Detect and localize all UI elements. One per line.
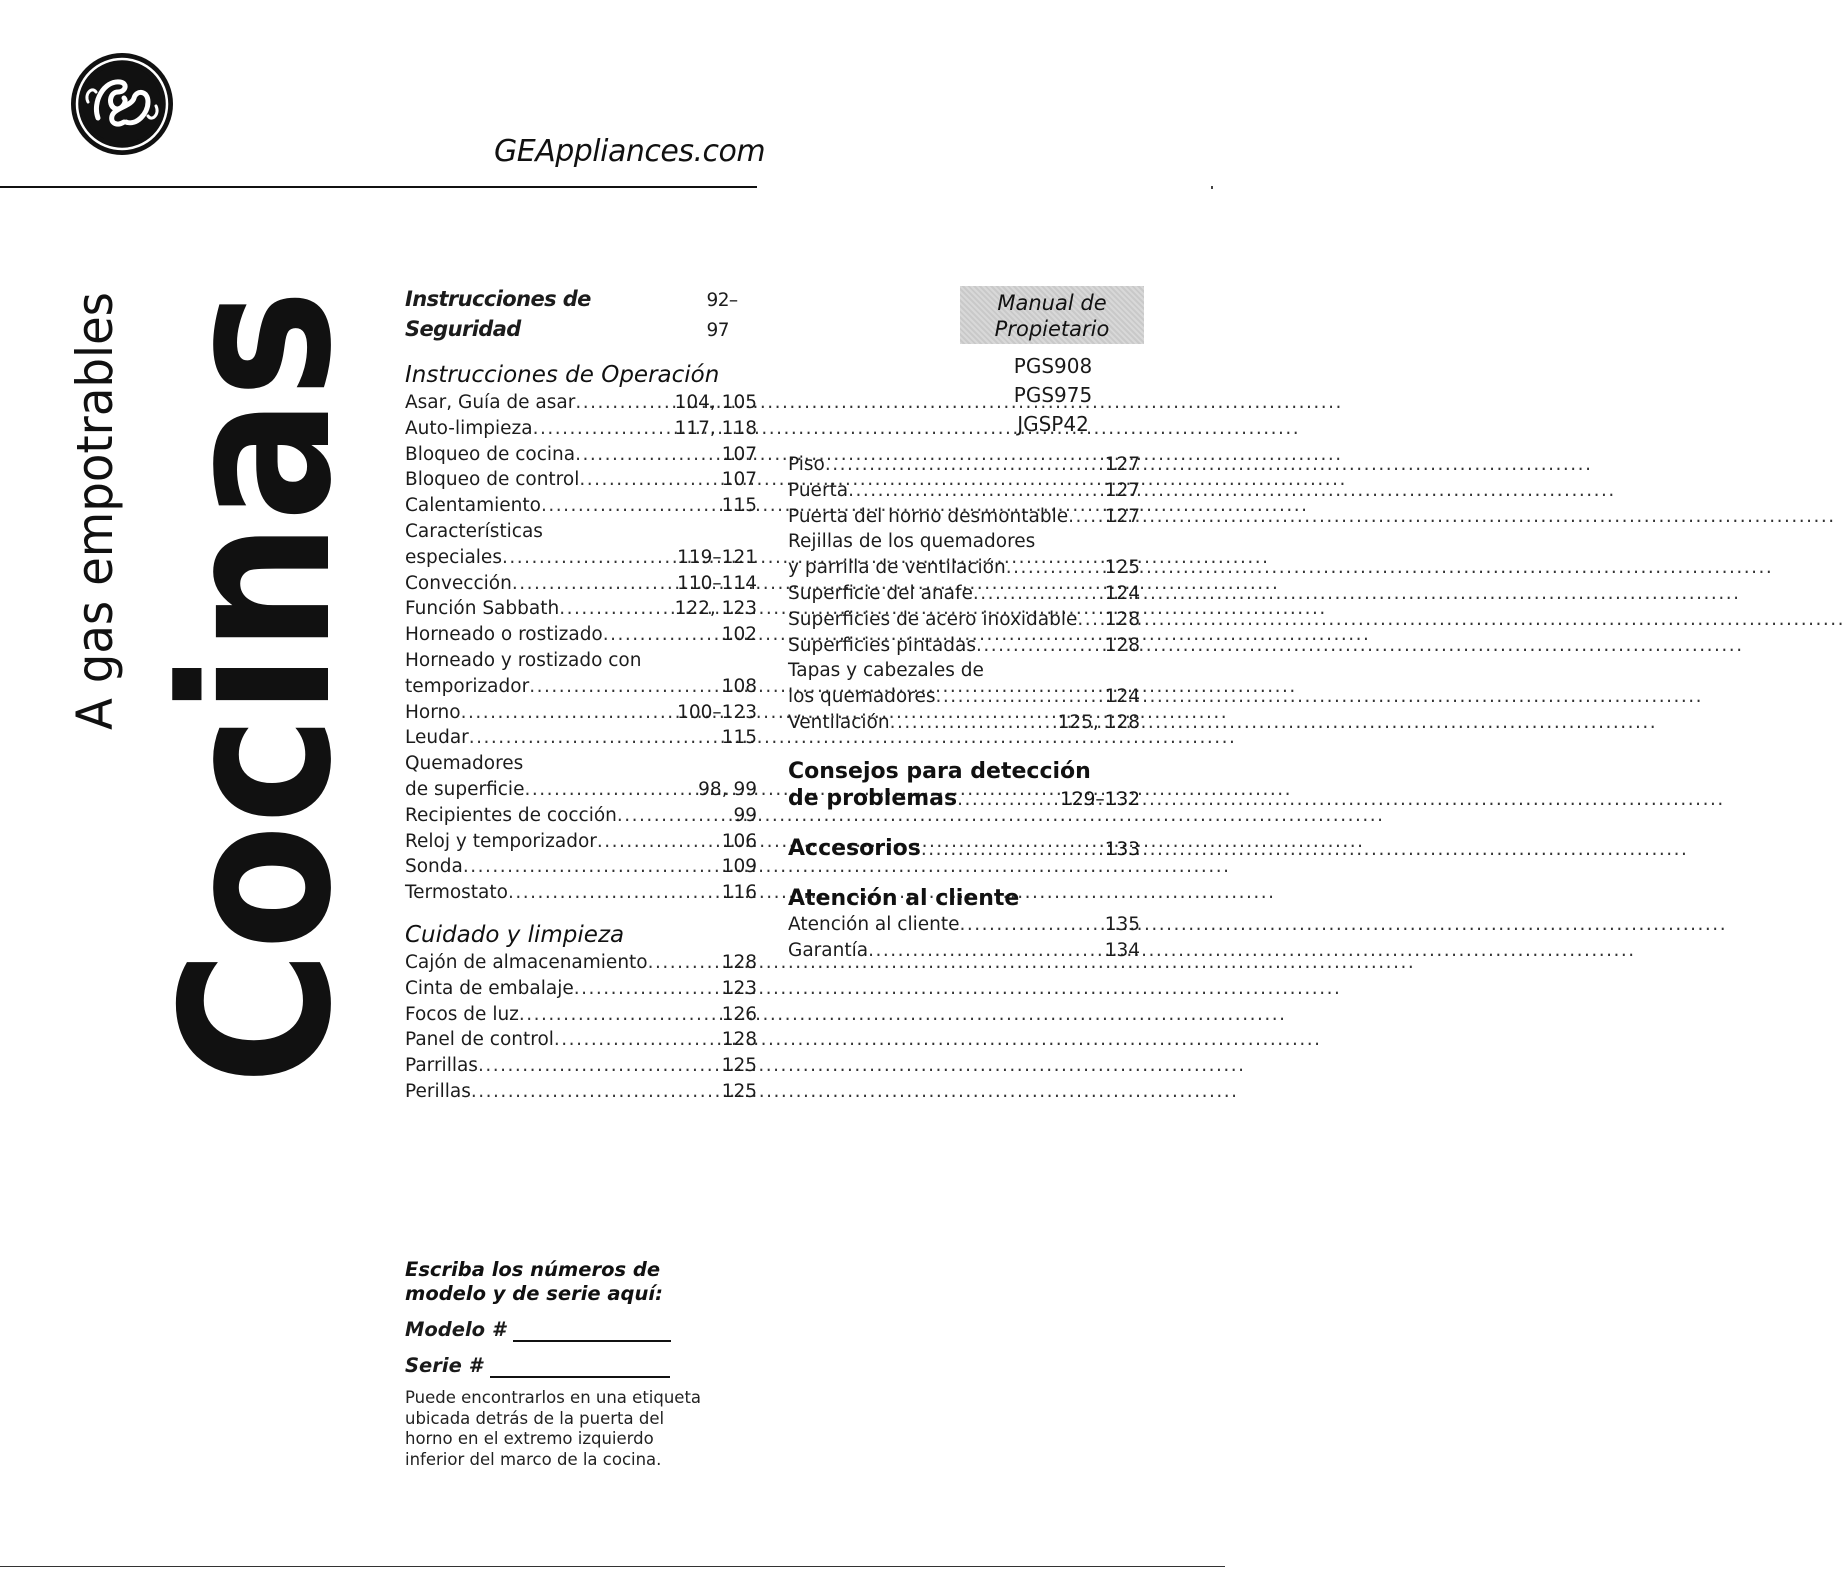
toc-entry[interactable] xyxy=(405,976,757,1002)
toc-troubleshooting[interactable] xyxy=(788,758,1140,813)
toc-entry[interactable] xyxy=(405,545,757,571)
toc-entry-label: Rejillas de los quemadores xyxy=(788,531,1036,553)
cover-title-text: Cocinas xyxy=(139,195,377,1085)
toc-entry[interactable] xyxy=(405,1027,757,1053)
toc-entry-pages: 127 xyxy=(1104,454,1140,475)
leader-dots xyxy=(868,938,1102,964)
serial-intro-line1: Escriba los números de xyxy=(405,1258,661,1281)
leader-dots xyxy=(461,700,675,726)
toc-entry-pages: 99 xyxy=(733,804,757,826)
toc-accessories-pages: 133 xyxy=(1104,838,1140,860)
toc-entry-pages: 115 xyxy=(721,495,757,517)
leader-dots xyxy=(957,786,1057,813)
toc-entry-label: Puerta del horno desmontable xyxy=(788,505,1069,527)
leader-dots xyxy=(469,725,719,751)
serial-blank-line[interactable] xyxy=(490,1358,670,1378)
leader-dots xyxy=(574,976,719,1002)
toc-entry[interactable] xyxy=(788,912,1140,938)
toc-entry-label: Parrillas xyxy=(405,1055,478,1077)
leader-dots xyxy=(597,829,719,855)
toc-entry-label: Superficie del anafe xyxy=(788,582,973,604)
cover-subtitle xyxy=(56,260,126,730)
toc-entry-label: Tapas y cabezales de xyxy=(788,660,984,682)
model-label: Modelo # xyxy=(405,1318,506,1341)
toc-entry-label: Convección xyxy=(405,572,512,594)
toc-entry-pages: 107 xyxy=(721,469,757,491)
toc-entry-label: Termostato xyxy=(405,882,508,904)
leader-dots xyxy=(575,390,671,416)
toc-entry-label: Bloqueo de cocina xyxy=(405,443,576,465)
toc-entry-label: Atención al cliente xyxy=(788,913,960,935)
toc-entry[interactable] xyxy=(788,633,1140,659)
serial-intro xyxy=(405,1258,705,1306)
leader-dots xyxy=(890,710,1055,736)
toc-entry-pages: 115 xyxy=(721,727,757,749)
toc-entry[interactable] xyxy=(788,555,1140,581)
toc-entry-pages: 117, 118 xyxy=(674,417,757,439)
toc-entry-label: Bloqueo de control xyxy=(405,469,580,491)
header-rule xyxy=(0,186,757,188)
toc-entry[interactable] xyxy=(788,478,1140,504)
toc-entry-pages: 134 xyxy=(1104,939,1140,961)
toc-entry[interactable] xyxy=(405,596,757,622)
model-number: JGSP42 xyxy=(1017,412,1089,436)
toc-care-continued-list xyxy=(788,452,1140,736)
toc-entry[interactable] xyxy=(405,1002,757,1028)
toc-entry-pages: 108 xyxy=(721,675,757,697)
model-number-line xyxy=(405,1318,705,1342)
toc-care-list xyxy=(405,950,757,1105)
badge-line-2: Propietario xyxy=(994,317,1110,341)
toc-entry-label: Garantía xyxy=(788,939,869,961)
leader-dots xyxy=(617,803,731,829)
toc-entry-label: especiales xyxy=(405,546,502,568)
toc-safety-label: Instrucciones de Seguridad xyxy=(405,287,591,341)
leader-dots xyxy=(959,912,1101,938)
toc-entry-label: Piso xyxy=(788,454,825,475)
toc-entry-pages: 102 xyxy=(721,624,757,646)
leader-dots xyxy=(921,836,1102,863)
toc-entry-pages: 125 xyxy=(1104,557,1140,579)
serial-label: Serie # xyxy=(405,1354,483,1377)
toc-entry-label: Características xyxy=(405,520,543,542)
toc-entry[interactable] xyxy=(405,571,757,597)
toc-entry-pages: 110–114 xyxy=(677,572,757,594)
toc-entry-pages: 125, 128 xyxy=(1057,711,1140,733)
model-number: PGS908 xyxy=(1013,354,1093,378)
toc-troubleshooting-line1: Consejos para detección xyxy=(788,758,1091,784)
serial-intro-line2: modelo y de serie aquí: xyxy=(405,1282,663,1305)
leader-dots xyxy=(579,467,718,493)
toc-entry[interactable] xyxy=(405,674,757,700)
leader-dots xyxy=(524,777,695,803)
leader-dots xyxy=(603,622,719,648)
toc-entry-pages: 127 xyxy=(1104,479,1140,501)
toc-entry-label: Horneado y rostizado con xyxy=(405,649,642,671)
serial-number-block xyxy=(405,1258,705,1470)
toc-entry-label: Calentamiento xyxy=(405,495,541,517)
toc-entry[interactable] xyxy=(405,442,757,468)
toc-entry-pages: 128 xyxy=(1104,634,1140,656)
toc-entry-label: Superficies pintadas xyxy=(788,634,976,656)
serial-location-note: Puede encontrarlos en una etiqueta ubicada detrás de la puerta del horno en el extremo izquierdo inferior del marco de la cocina. xyxy=(405,1388,702,1469)
toc-entry-pages: 124 xyxy=(1104,686,1140,708)
toc-operation-list xyxy=(405,390,757,906)
toc-entry[interactable] xyxy=(788,710,1140,736)
toc-entry[interactable] xyxy=(405,854,757,880)
leader-dots xyxy=(502,545,674,571)
leader-dots xyxy=(1006,555,1102,581)
toc-entry-label: Panel de control xyxy=(405,1029,554,1051)
toc-entry-label: Asar, Guía de asar xyxy=(405,392,576,413)
toc-entry-label: Ventilación xyxy=(788,711,890,733)
toc-entry-label: Perillas xyxy=(405,1080,471,1102)
leader-dots xyxy=(463,854,719,880)
footer-rule xyxy=(0,1566,1225,1567)
leader-dots xyxy=(559,596,671,622)
toc-entry[interactable] xyxy=(405,390,757,416)
toc-entry-pages: 123 xyxy=(721,977,757,999)
leader-dots xyxy=(533,416,672,442)
toc-entry[interactable] xyxy=(405,829,757,855)
toc-operation-title: Instrucciones de Operación xyxy=(405,362,720,388)
toc-entry[interactable] xyxy=(788,452,1140,478)
toc-entry[interactable] xyxy=(788,607,1140,633)
toc-entry-label: Cinta de embalaje xyxy=(405,977,574,999)
toc-entry[interactable] xyxy=(788,504,1140,530)
toc-troubleshooting-pages: 129–132 xyxy=(1060,788,1140,810)
toc-entry-pages: 122, 123 xyxy=(674,598,757,620)
toc-accessories-label: Accesorios xyxy=(788,835,921,861)
model-numbers xyxy=(1000,352,1106,439)
toc-entry-pages: 119–121 xyxy=(677,546,757,568)
toc-entry[interactable] xyxy=(405,880,757,906)
toc-entry-label: Función Sabbath xyxy=(405,598,560,620)
leader-dots xyxy=(976,633,1102,659)
toc-entry-pages: 104, 105 xyxy=(674,392,757,413)
toc-entry-label: Horneado o rostizado xyxy=(405,624,603,646)
toc-entry-label: Recipientes de cocción xyxy=(405,804,617,826)
toc-safety-pages: 92–97 xyxy=(706,290,738,341)
toc-entry-label: Horno xyxy=(405,701,461,723)
toc-entry-pages: 98, 99 xyxy=(698,778,757,800)
leader-dots xyxy=(935,684,1101,710)
toc-care-title: Cuidado y limpieza xyxy=(405,921,625,948)
leader-dots xyxy=(478,1053,719,1079)
toc-entry-label: Leudar xyxy=(405,727,469,749)
toc-entry-label: Focos de luz xyxy=(405,1003,519,1025)
toc-entry-label: Sonda xyxy=(405,856,463,878)
toc-entry[interactable] xyxy=(405,1053,757,1079)
leader-dots xyxy=(1077,607,1101,633)
toc-entry-label: Auto-limpieza xyxy=(405,417,533,439)
toc-entry[interactable] xyxy=(405,622,757,648)
leader-dots xyxy=(973,581,1102,607)
toc-entry-pages: 106 xyxy=(721,830,757,852)
toc-right-column xyxy=(788,452,1140,963)
leader-dots xyxy=(825,452,1102,478)
toc-entry[interactable] xyxy=(788,684,1140,710)
toc-entry-label: temporizador xyxy=(405,675,530,697)
toc-entry-pages: 128 xyxy=(721,951,757,973)
leader-dots xyxy=(512,571,674,597)
leader-dots xyxy=(508,880,719,906)
toc-entry-pages: 124 xyxy=(1104,582,1140,604)
toc-entry-pages: 126 xyxy=(721,1003,757,1025)
toc-entry-label: y parrilla de ventilación xyxy=(788,557,1006,579)
toc-entry-pages: 116 xyxy=(721,882,757,904)
toc-accessories[interactable] xyxy=(788,835,1140,863)
toc-entry[interactable] xyxy=(405,416,757,442)
toc-entry[interactable] xyxy=(405,700,757,726)
toc-troubleshooting-line2: de problemas xyxy=(788,785,958,811)
toc-entry[interactable] xyxy=(405,803,757,829)
toc-entry-label: Cajón de almacenamiento xyxy=(405,951,648,973)
toc-entry-pages: 128 xyxy=(1104,608,1140,630)
toc-entry-pages: 125 xyxy=(721,1055,757,1077)
toc-entry[interactable] xyxy=(788,938,1140,964)
toc-left-column xyxy=(405,284,757,1105)
serial-number-line xyxy=(405,1354,705,1378)
toc-entry-pages: 100–123 xyxy=(677,701,757,723)
toc-entry-label: los quemadores xyxy=(788,686,936,708)
leader-dots xyxy=(848,478,1102,504)
toc-entry-pages: 128 xyxy=(721,1029,757,1051)
toc-entry-pages: 107 xyxy=(721,443,757,465)
leader-dots xyxy=(541,493,719,519)
owners-manual-badge xyxy=(960,286,1144,344)
leader-dots xyxy=(554,1027,719,1053)
leader-dots xyxy=(529,674,719,700)
toc-entry-pages: 125 xyxy=(721,1080,757,1102)
toc-entry-label: Reloj y temporizador xyxy=(405,830,597,852)
toc-entry[interactable] xyxy=(405,493,757,519)
edge-mark xyxy=(1211,186,1213,189)
toc-entry-pages: 135 xyxy=(1104,913,1140,935)
toc-entry[interactable] xyxy=(788,581,1140,607)
leader-dots xyxy=(575,442,719,468)
ge-logo xyxy=(70,52,174,156)
toc-entry[interactable] xyxy=(405,467,757,493)
toc-entry-label: de superficie xyxy=(405,778,525,800)
cover-subtitle-text: A gas empotrables xyxy=(66,260,124,730)
toc-entry-label: Puerta xyxy=(788,479,849,501)
toc-entry-label: Superficies de acero inoxidable xyxy=(788,608,1078,630)
website-url: GEAppliances.com xyxy=(494,134,766,169)
toc-troubleshooting-row xyxy=(788,785,1140,813)
toc-customer-list xyxy=(788,912,1140,964)
toc-entry-label: Quemadores xyxy=(405,753,524,775)
model-number: PGS975 xyxy=(1013,383,1093,407)
toc-customer-title: Atención al cliente xyxy=(788,885,1020,911)
toc-entry-pages: 109 xyxy=(721,856,757,878)
model-blank-line[interactable] xyxy=(513,1322,671,1342)
badge-line-1: Manual de xyxy=(997,291,1107,315)
toc-entry[interactable] xyxy=(405,1079,757,1105)
toc-safety[interactable] xyxy=(405,284,757,346)
toc-entry[interactable] xyxy=(405,725,757,751)
cover-title xyxy=(139,195,377,1085)
leader-dots xyxy=(471,1079,719,1105)
leader-dots xyxy=(519,1002,719,1028)
leader-dots xyxy=(1068,504,1102,530)
toc-entry[interactable] xyxy=(405,777,757,803)
toc-entry[interactable] xyxy=(405,950,757,976)
toc-entry-pages: 127 xyxy=(1104,505,1140,527)
leader-dots xyxy=(648,950,719,976)
